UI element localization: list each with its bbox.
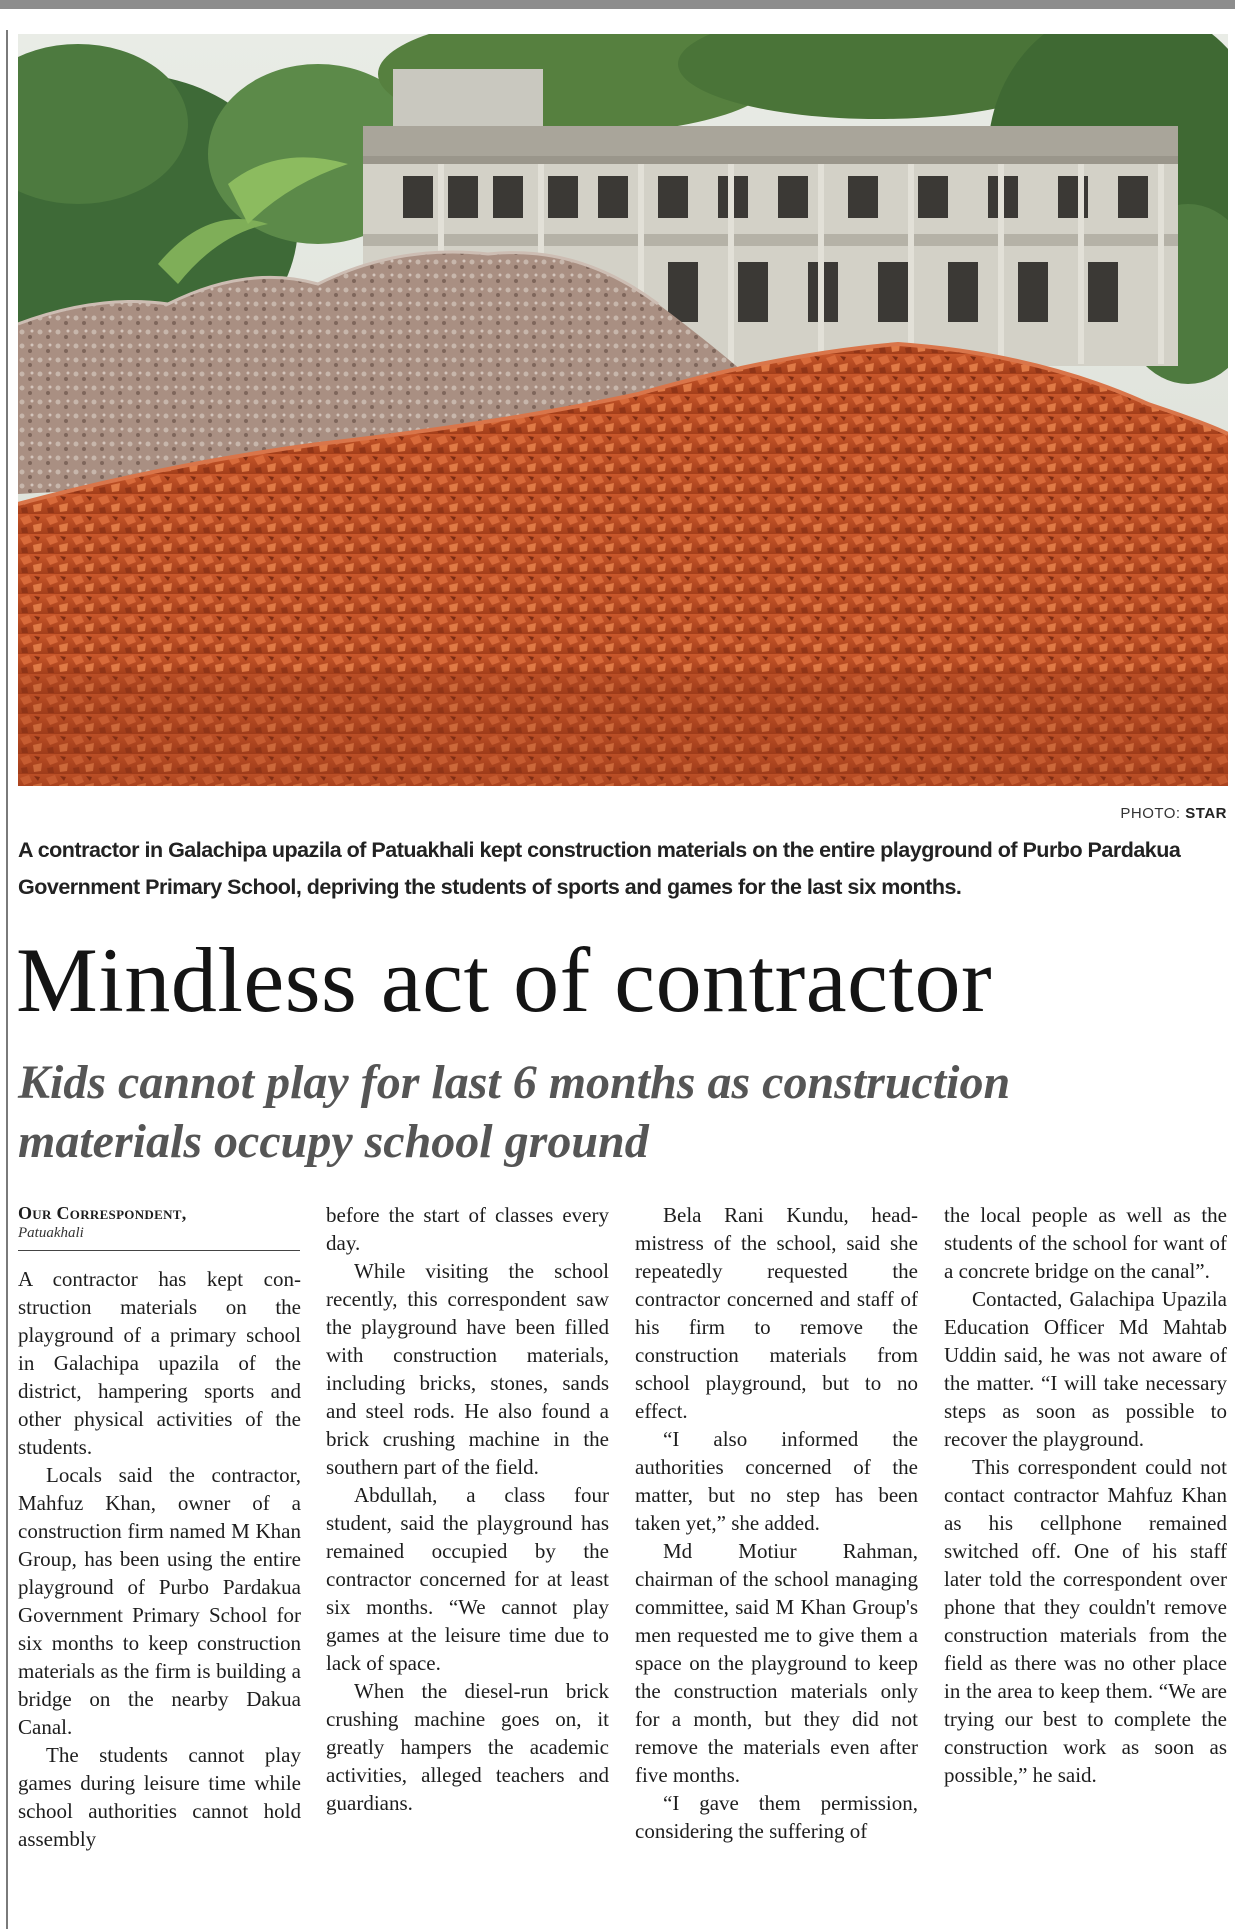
paragraph: Md Motiur Rahman, chairman of the school managing committee, said M Khan Group's men requested me to give them a space on the playground to keep the construction materials only for a month, but they did not remove the materials even after five months. [635, 1539, 918, 1787]
article-headline: Mindless act of contractor [16, 929, 993, 1031]
article-column-1 [18, 1200, 301, 1853]
paragraph: When the diesel-run brick crushing machine goes on, it greatly hampers the academic activities, alleged teachers and guardians. [326, 1679, 609, 1815]
paragraph: “I gave them permission, considering the suffering of [635, 1791, 918, 1843]
paragraph: “I also informed the authorities concerned of the matter, but no step has been taken yet,” she added. [635, 1427, 918, 1535]
news-photo [18, 34, 1228, 786]
photo-credit-source: STAR [1185, 805, 1227, 822]
paragraph: The students cannot play games during leisure time while school authorities cannot hold assembly [18, 1743, 301, 1851]
dateline: Patuakhali [18, 1225, 84, 1241]
paragraph: A contractor has kept construction materials on the playground of a primary school in Galachipa upazila of the district, hampering sports and other physical activities of the students. [18, 1267, 301, 1459]
article-column-2 [326, 1201, 609, 1817]
paragraph: before the start of classes every day. [326, 1203, 609, 1255]
paragraph: Abdullah, a class four student, said the playground has remained occupied by the contractor concerned for at least six months. “We cannot play games at the leisure time due to lack of space. [326, 1483, 609, 1675]
left-border [6, 30, 8, 1929]
article-column-3 [635, 1201, 918, 1845]
paragraph: Locals said the contractor, Mahfuz Khan, owner of a construction firm named M Khan Group, has been using the entire playground of Purbo Pardakua Government Primary School for six months to keep construction materials as the firm is building a bridge on the nearby Dakua Canal. [18, 1463, 301, 1739]
article-column-4 [944, 1201, 1227, 1789]
paragraph: the local people as well as the students of the school for want of a concrete bridge on the canal”. [944, 1203, 1227, 1283]
photo-illustration [18, 34, 1228, 786]
byline-divider [18, 1250, 300, 1251]
photo-caption: A contractor in Galachipa upazila of Patuakhali kept construction materials on the entire playground of Purbo Pardakua Government Primary School, depriving the students of sports and games for the last six months. [18, 838, 1181, 899]
article-subheadline: Kids cannot play for last 6 months as construction materials occupy school ground [18, 1056, 1011, 1168]
paragraph: Bela Rani Kundu, headmistress of the school, said she repeatedly requested the contractor concerned and staff of his firm to remove the construction materials from school playground, but to no effect. [635, 1203, 918, 1423]
photo-credit [1120, 805, 1227, 822]
byline: Our Correspondent, [18, 1203, 187, 1223]
paragraph: This correspondent could not contact contractor Mahfuz Khan as his cellphone remained switched off. One of his staff later told the correspondent over phone that they couldn't remove construction materials from the field as there was no other place in the area to keep them. “We are trying our best to complete the construction work as soon as possible,” he said. [944, 1455, 1227, 1787]
photo-credit-label: PHOTO: [1120, 805, 1181, 822]
paragraph: While visiting the school recently, this correspondent saw the playground have been filled with construction materials, including bricks, stones, sands and steel rods. He also found a brick crushing machine in the southern part of the field. [326, 1259, 609, 1479]
paragraph: Contacted, Galachipa Upazila Education Officer Md Mahtab Uddin said, he was not aware of the matter. “I will take necessary steps as soon as possible to recover the playground. [944, 1287, 1227, 1451]
top-border [0, 0, 1235, 9]
